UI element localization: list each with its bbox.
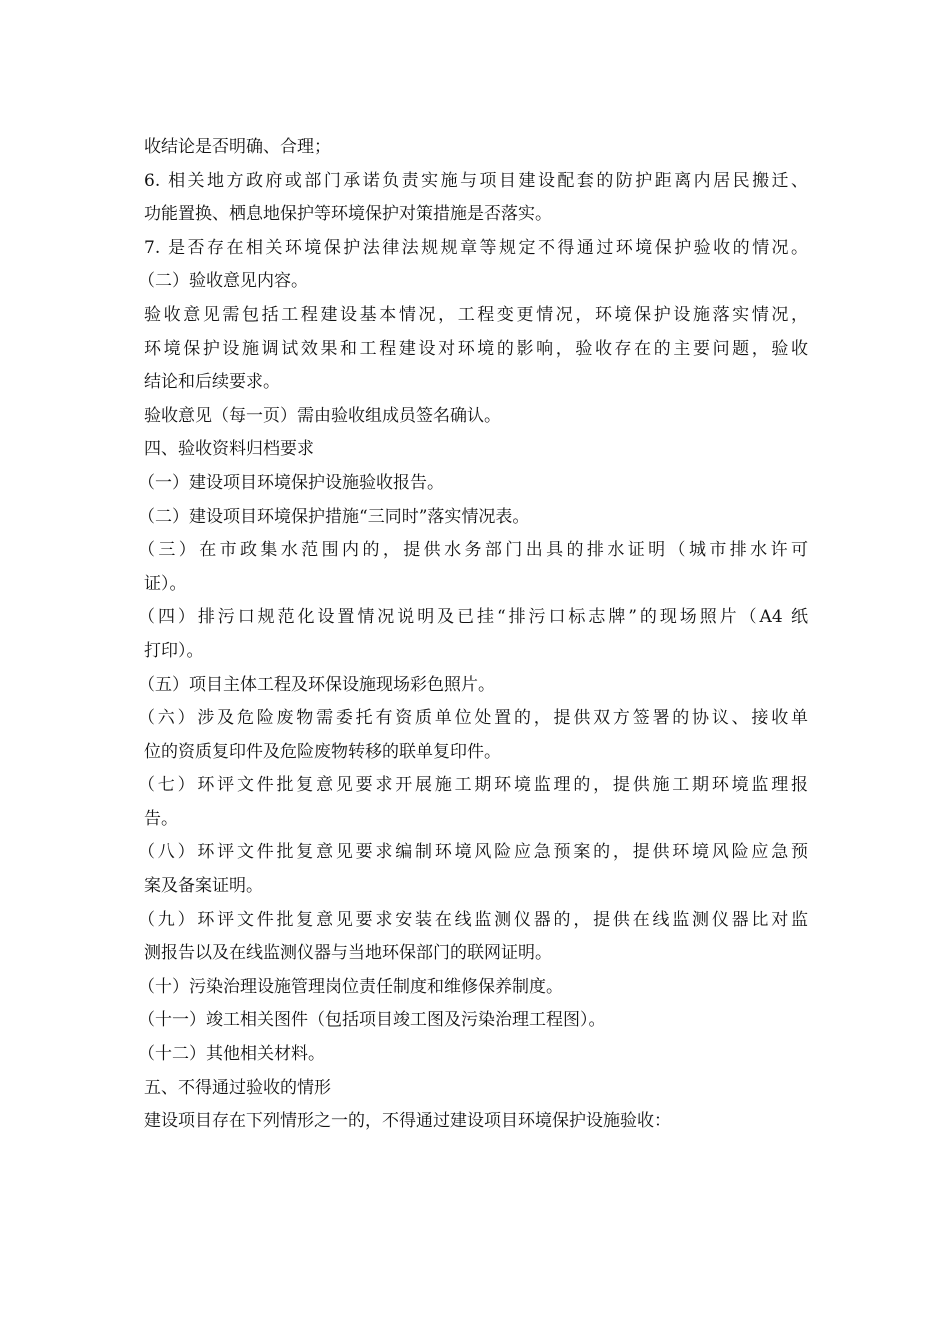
text-line: 验收意见需包括工程建设基本情况，工程变更情况，环境保护设施落实情况， (144, 304, 808, 325)
text-line: 7. 是否存在相关环境保护法律法规规章等规定不得通过环境保护验收的情况。 (144, 237, 808, 258)
list-item: （五）项目主体工程及环保设施现场彩色照片。 (138, 674, 495, 695)
document-body (138, 131, 808, 1139)
text-line: 案及备案证明。 (144, 876, 263, 897)
list-item: （十一）竣工相关图件（包括项目竣工图及污染治理工程图）。 (138, 1010, 606, 1031)
text-line: 功能置换、栖息地保护等环境保护对策措施是否落实。 (144, 204, 552, 225)
list-item: （四）排污口规范化设置情况说明及已挂“排污口标志牌”的现场照片（A4 纸 (138, 607, 808, 628)
section-heading: 五、不得通过验收的情形 (144, 1077, 331, 1098)
list-item: （一）建设项目环境保护设施验收报告。 (138, 472, 444, 493)
text-line: 告。 (144, 808, 178, 829)
list-item: （二）建设项目环境保护措施“三同时”落实情况表。 (138, 506, 530, 527)
text-line: 建设项目存在下列情形之一的，不得通过建设项目环境保护设施验收： (144, 1111, 671, 1132)
list-item: （十二）其他相关材料。 (138, 1044, 325, 1065)
list-item: （六）涉及危险废物需委托有资质单位处置的，提供双方签署的协议、接收单 (138, 708, 808, 729)
text-line: 6. 相关地方政府或部门承诺负责实施与项目建设配套的防护距离内居民搬迁、 (144, 170, 808, 191)
section-heading: 四、验收资料归档要求 (144, 439, 314, 460)
section-heading: （二）验收意见内容。 (138, 271, 308, 292)
list-item: （八）环评文件批复意见要求编制环境风险应急预案的，提供环境风险应急预 (138, 842, 808, 863)
list-item: （十）污染治理设施管理岗位责任制度和维修保养制度。 (138, 976, 563, 997)
text-line: 位的资质复印件及危险废物转移的联单复印件。 (144, 741, 501, 762)
text-line: 验收意见（每一页）需由验收组成员签名确认。 (144, 405, 501, 426)
text-line: 证）。 (144, 573, 187, 594)
text-line: 测报告以及在线监测仪器与当地环保部门的联网证明。 (144, 943, 552, 964)
list-item: （三）在市政集水范围内的，提供水务部门出具的排水证明（城市排水许可 (138, 540, 808, 561)
list-item: （九）环评文件批复意见要求安装在线监测仪器的，提供在线监测仪器比对监 (138, 909, 808, 930)
text-line: 收结论是否明确、合理； (144, 137, 331, 157)
list-item: （七）环评文件批复意见要求开展施工期环境监理的，提供施工期环境监理报 (138, 775, 808, 796)
text-line: 结论和后续要求。 (144, 372, 280, 393)
text-line: 打印）。 (144, 640, 204, 661)
text-line: 环境保护设施调试效果和工程建设对环境的影响，验收存在的主要问题，验收 (144, 338, 808, 359)
